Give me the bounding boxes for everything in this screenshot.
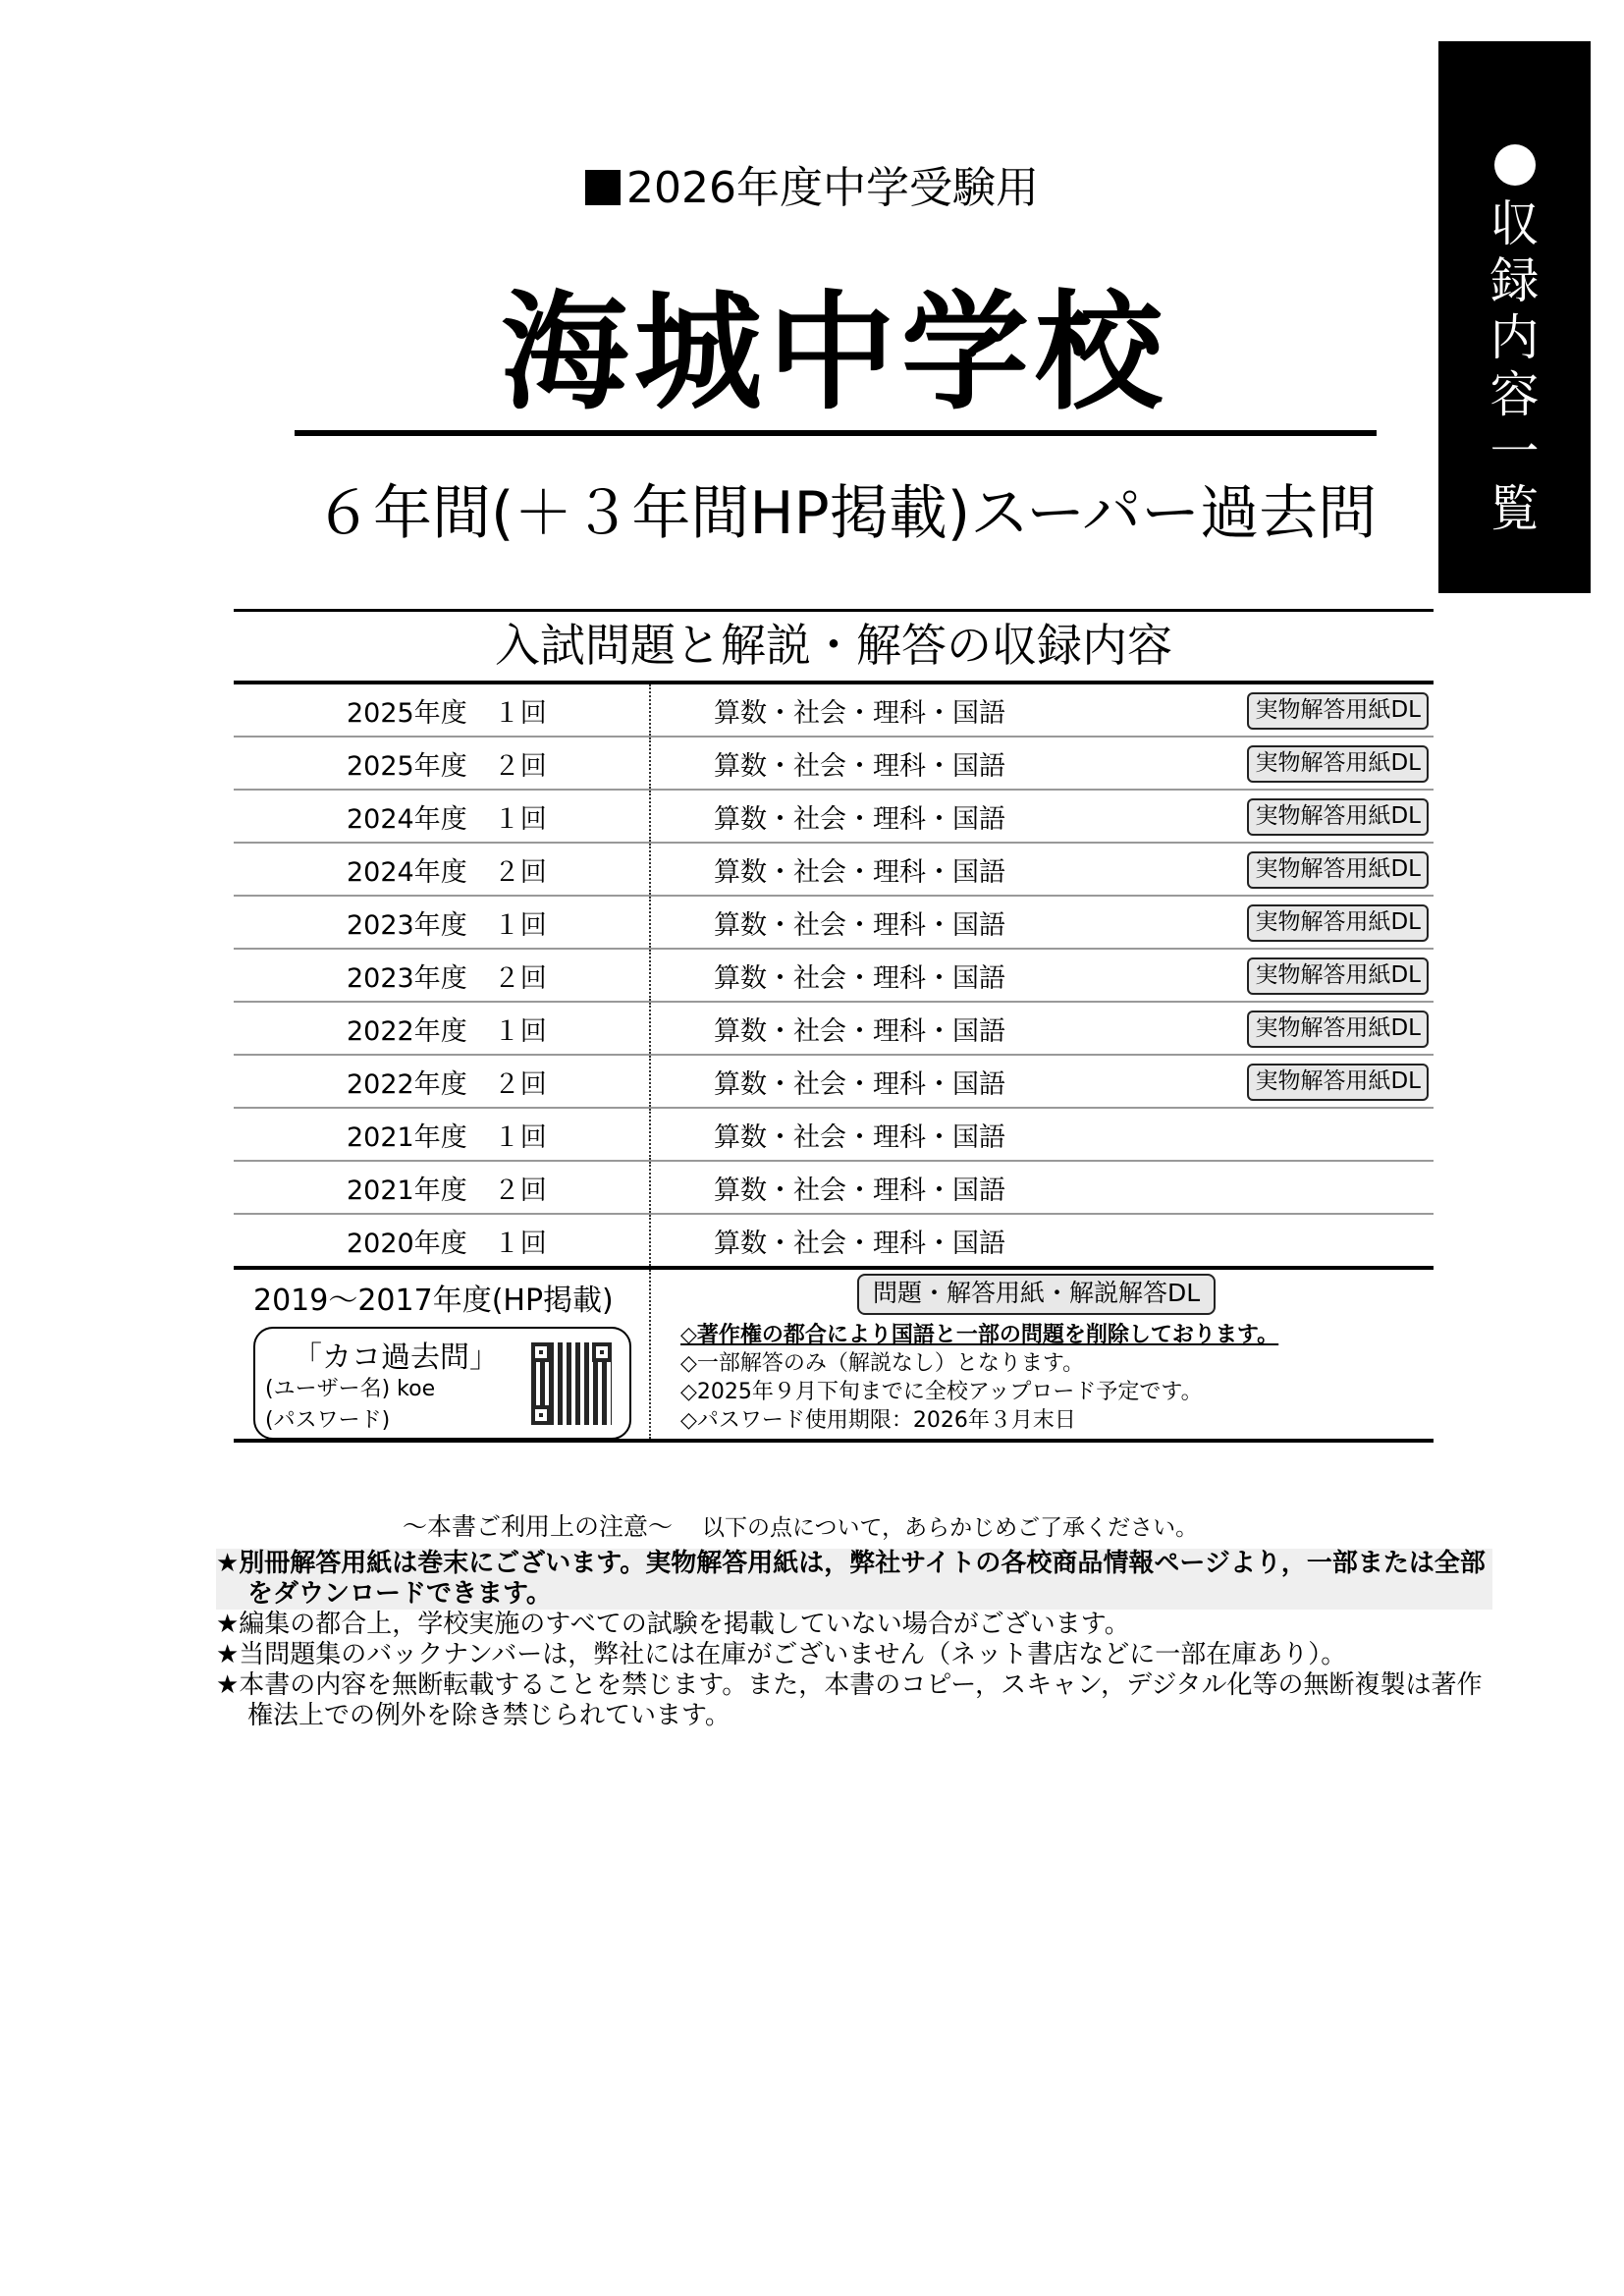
answer-sheet-download-button[interactable]: 実物解答用紙DL [1247,745,1429,783]
exam-year-cell: 2025年度 ２回 [234,738,651,789]
usage-heading-text: ～本書ご利用上の注意～ [403,1512,674,1541]
exam-year-cell: 2024年度 ２回 [234,844,651,895]
subjects-cell: 算数・社会・理科・国語 [714,962,1005,994]
subjects-cell: 算数・社会・理科・国語 [714,909,1005,941]
password-label: (パスワード) [265,1408,391,1433]
qr-finder [531,1342,551,1362]
subjects-cell: 算数・社会・理科・国語 [714,1068,1005,1100]
hp-title: 2019～2017年度(HP掲載) [253,1284,614,1318]
side-tab-char: 内 [1489,309,1540,366]
usage-subheading: 以下の点について，あらかじめご了承ください。 [702,1515,1199,1541]
table-row [234,897,1434,950]
table-row [234,844,1434,897]
usage-heading [403,1507,1198,1543]
side-tab-char: 一 [1489,423,1540,480]
exam-year-cell: 2023年度 １回 [234,897,651,948]
hp-section [234,1266,1434,1443]
exam-year-cell: 2024年度 １回 [234,791,651,842]
username-label: (ユーザー名) koe [265,1377,436,1401]
subjects-cell: 算数・社会・理科・国語 [714,1015,1005,1047]
answer-sheet-download-button[interactable]: 実物解答用紙DL [1247,851,1429,889]
usage-item: ★別冊解答用紙は巻末にございます。実物解答用紙は，弊社サイトの各校商品情報ページより，一部または全部をダウンロードできます。 [216,1549,1492,1610]
book-subtitle: ６年間(＋３年間HP掲載)スーパー過去問 [314,479,1378,548]
subjects-cell: 算数・社会・理科・国語 [714,697,1005,729]
title-divider [295,430,1377,436]
exam-year-text: 2026年度中学受験用 [626,163,1039,213]
hp-note: ◇パスワード使用期限：2026年３月末日 [680,1408,1076,1433]
kako-name: 「カコ過去問」 [293,1340,499,1375]
exam-year-cell: 2022年度 １回 [234,1003,651,1054]
usage-item: ★編集の都合上，学校実施のすべての試験を掲載していない場合がございます。 [216,1610,1130,1639]
exam-year-cell: 2023年度 ２回 [234,950,651,1001]
table-row [234,1003,1434,1056]
hp-download-button[interactable]: 問題・解答用紙・解説解答DL [857,1274,1216,1315]
subjects-cell: 算数・社会・理科・国語 [714,1228,1005,1259]
exam-year-cell: 2021年度 ２回 [234,1162,651,1213]
exam-year-label [0,152,1624,215]
side-tab-char: 覧 [1489,480,1540,537]
exam-year-cell: 2021年度 １回 [234,1109,651,1160]
side-tab-char: 録 [1489,252,1540,309]
subjects-cell: 算数・社会・理科・国語 [714,803,1005,835]
hp-right [651,1270,1434,1439]
answer-sheet-download-button[interactable]: 実物解答用紙DL [1247,692,1429,730]
side-tab-char: 容 [1489,366,1540,423]
side-tab-char: 収 [1489,195,1540,252]
hp-note: ◇2025年９月下旬までに全校アップロード予定です。 [680,1380,1203,1404]
hp-note: ◇著作権の都合により国語と一部の問題を削除しております。 [680,1323,1279,1347]
table-row [234,684,1434,738]
table-row [234,950,1434,1003]
hp-note: ◇一部解答のみ（解説なし）となります。 [680,1351,1085,1376]
answer-sheet-download-button[interactable]: 実物解答用紙DL [1247,904,1429,942]
exam-year-cell: 2025年度 １回 [234,684,651,736]
subjects-cell: 算数・社会・理科・国語 [714,1121,1005,1153]
answer-sheet-download-button[interactable]: 実物解答用紙DL [1247,1011,1429,1048]
answer-sheet-download-button[interactable]: 実物解答用紙DL [1247,798,1429,836]
table-row [234,1109,1434,1162]
answer-sheet-download-button[interactable]: 実物解答用紙DL [1247,957,1429,995]
table-row [234,738,1434,791]
usage-item: ★本書の内容を無断転載することを禁じます。また，本書のコピー，スキャン，デジタル化等の無断複製は著作権法上での例外を除き禁じられています。 [216,1670,1483,1730]
subjects-cell: 算数・社会・理科・国語 [714,750,1005,782]
qr-finder [592,1342,612,1362]
qr-code-icon[interactable] [531,1342,612,1425]
black-square-icon [585,170,621,205]
school-name: 海城中学校 [500,278,1168,427]
hp-left [234,1270,651,1439]
subjects-cell: 算数・社会・理科・国語 [714,856,1005,888]
usage-notes [216,1549,1492,1731]
kako-kakomon-box [253,1327,631,1440]
exam-year-cell: 2020年度 １回 [234,1215,651,1266]
table-row [234,791,1434,844]
table-row [234,1056,1434,1109]
qr-finder [531,1405,551,1425]
contents-section [234,609,1434,1443]
table-row [234,1215,1434,1266]
subjects-cell: 算数・社会・理科・国語 [714,1175,1005,1206]
usage-item: ★当問題集のバックナンバーは，弊社には在庫がございません（ネット書店などに一部在庫あり）。 [216,1640,1347,1669]
contents-table [234,681,1434,1266]
table-row [234,1162,1434,1215]
exam-year-cell: 2022年度 ２回 [234,1056,651,1107]
answer-sheet-download-button[interactable]: 実物解答用紙DL [1247,1064,1429,1101]
hp-notes [680,1321,1278,1435]
contents-title: 入試問題と解説・解答の収録内容 [495,619,1172,672]
